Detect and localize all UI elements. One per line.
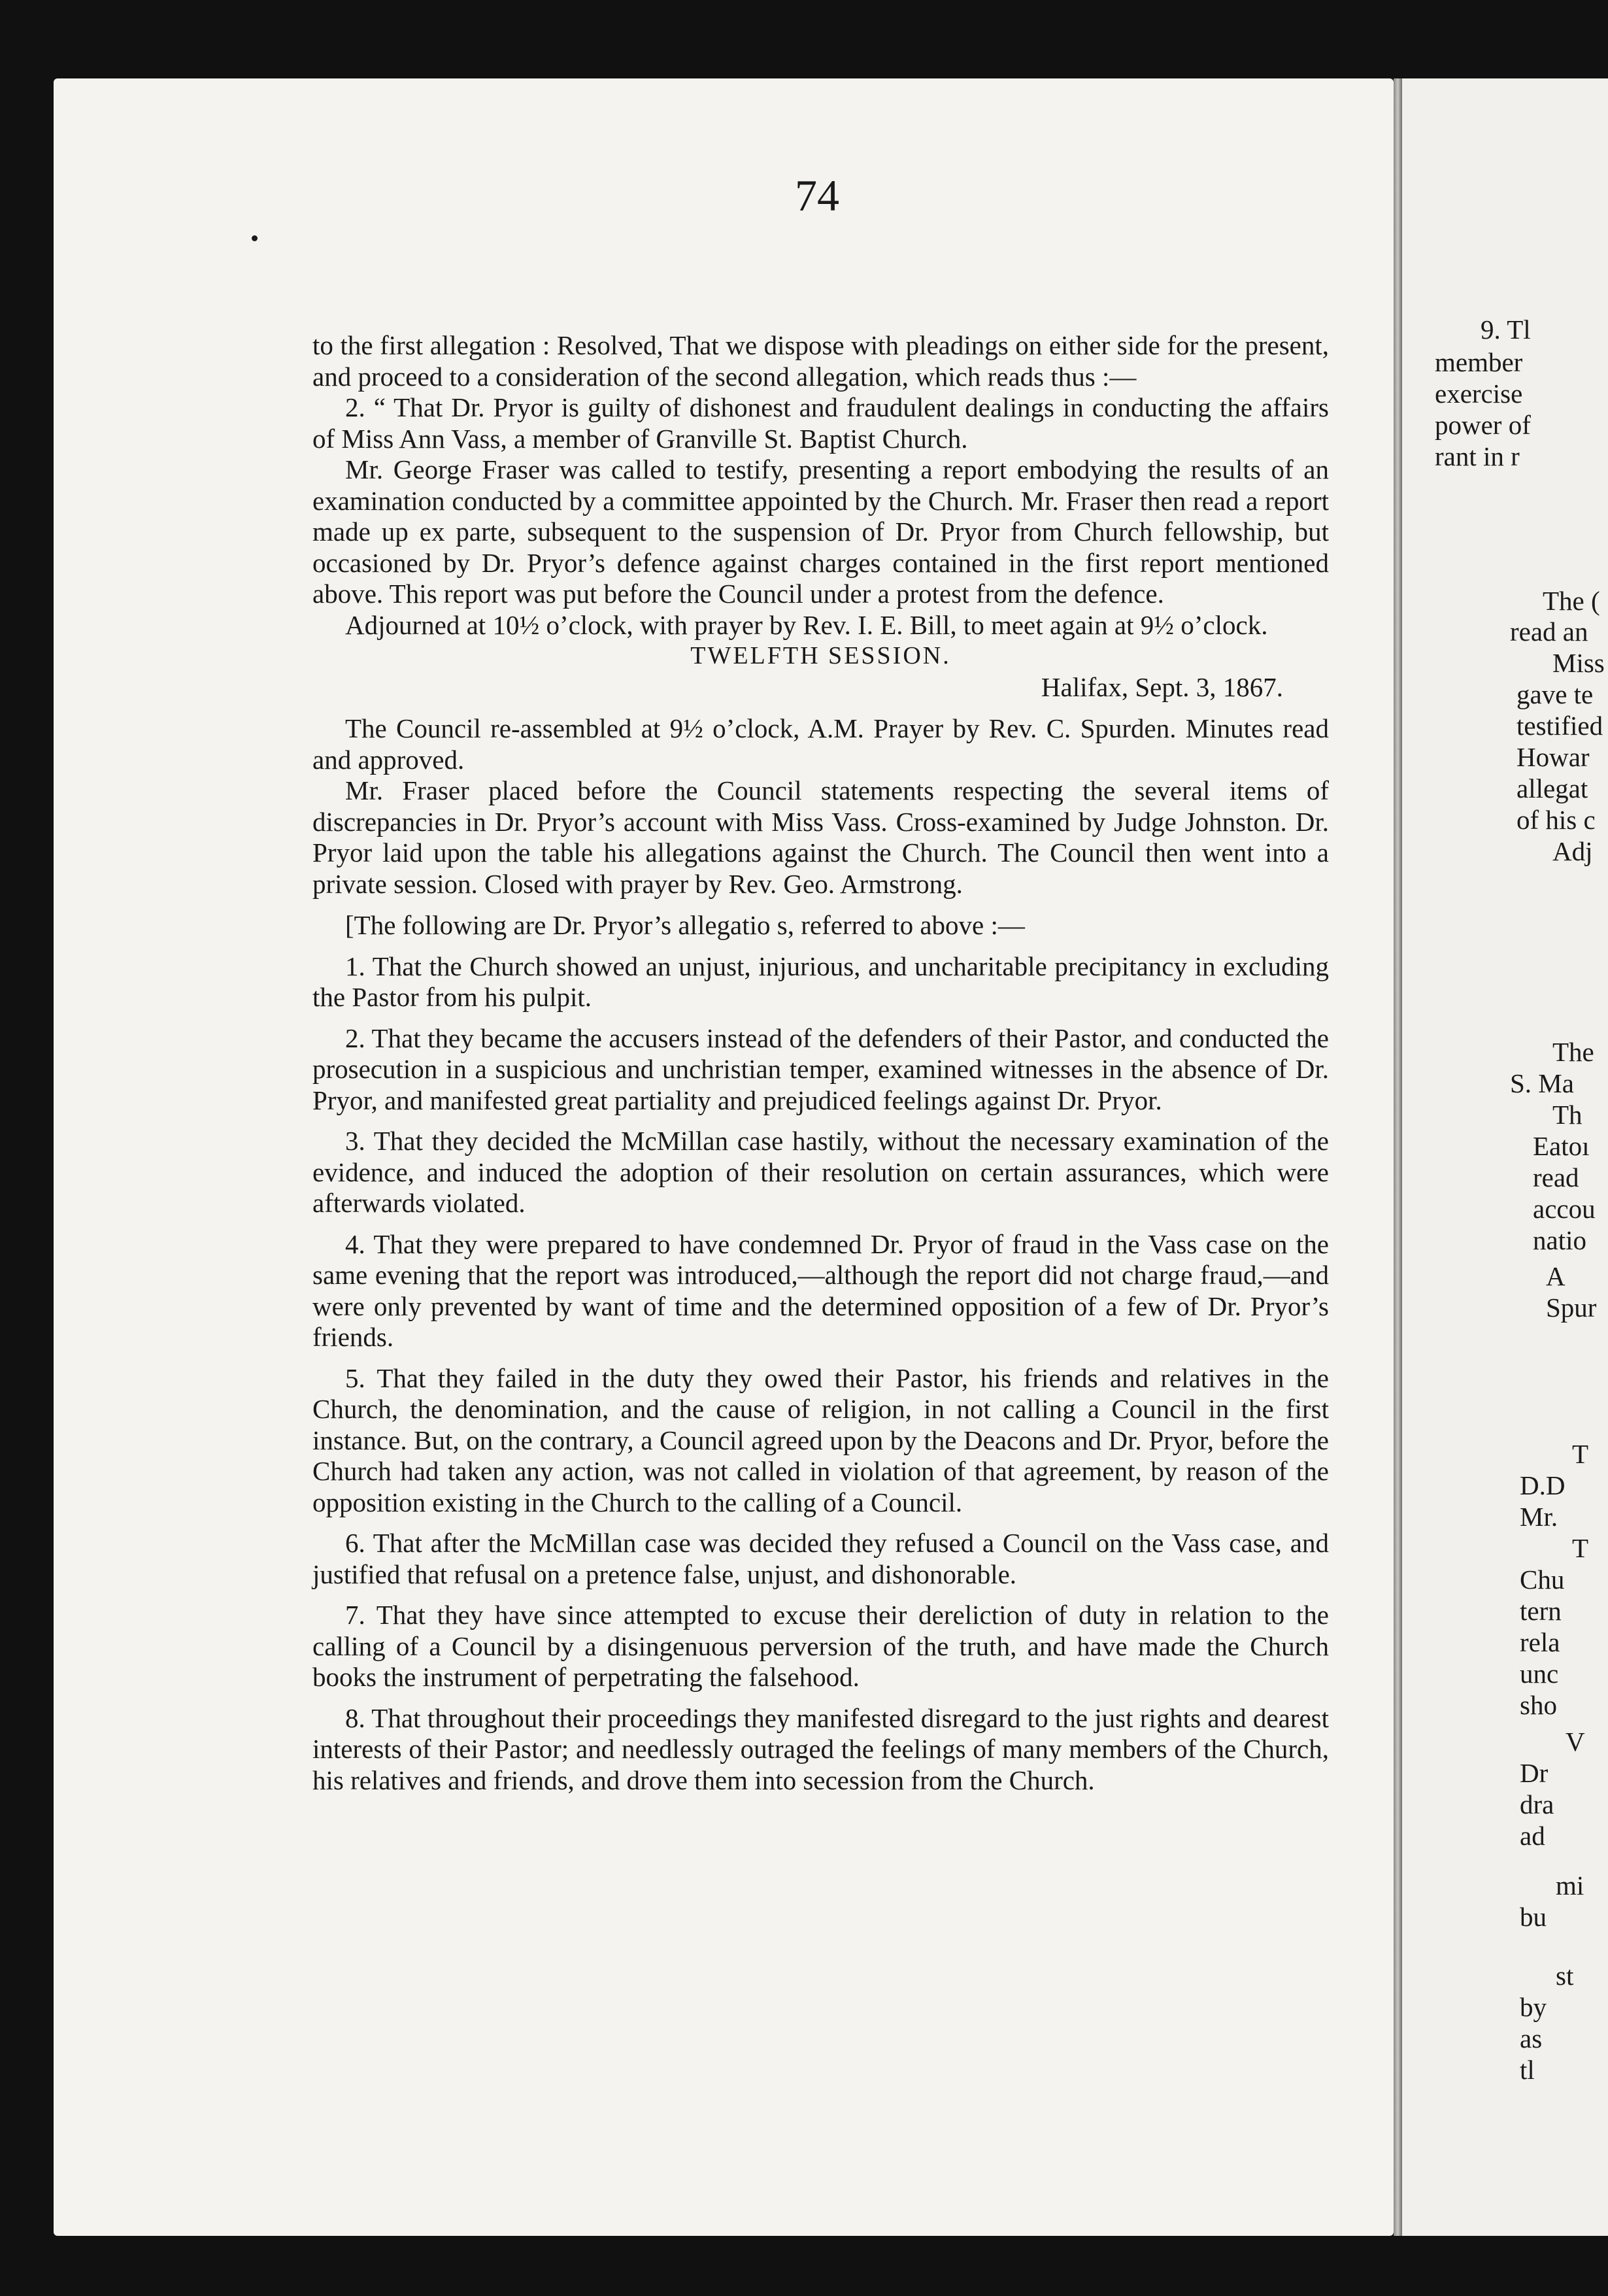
- right-fragment: unc: [1520, 1659, 1559, 1689]
- session-heading: TWELFTH SESSION.: [690, 642, 951, 669]
- right-fragment: D.D: [1520, 1470, 1566, 1500]
- right-fragment: st: [1556, 1961, 1574, 1991]
- right-fragment: testified: [1516, 711, 1603, 741]
- right-fragment: sho: [1520, 1690, 1557, 1720]
- right-fragment: bu: [1520, 1902, 1547, 1932]
- right-fragment: member: [1435, 347, 1523, 377]
- allegation-item: 6. That after the McMillan case was decided they refused a Council on the Vass case, and justified that refusal on a pretence false, unjust, and dishonorable.: [312, 1528, 1329, 1589]
- right-fragment: Eatoı: [1533, 1131, 1590, 1161]
- right-fragment: tern: [1520, 1596, 1562, 1626]
- right-fragment: Dr: [1520, 1758, 1549, 1788]
- right-fragment: T: [1572, 1439, 1589, 1469]
- allegations-intro: [The following are Dr. Pryor’s allegatio s, referred to above :—: [345, 910, 1025, 940]
- paragraph-adjourned: Adjourned at 10½ o’clock, with prayer by Rev. I. E. Bill, to meet again at 9½ o’clock.: [345, 609, 1268, 640]
- allegation-item: 4. That they were prepared to have condemned Dr. Pryor of fraud in the Vass case on the same evening that the report was introduced,—although the report did not charge fraud,—and were only prevented by want of time and the determined opposition of a few of Dr. Pryor’s friends.: [312, 1228, 1329, 1352]
- paragraph-fraser-testimony: Mr. George Fraser was called to testify, presenting a report embodying the results of an examination conducted by a committee appointed by the Church. Mr. Fraser then read a report made up ex parte, subsequent to the suspension of Dr. Pryor from Church fellowship, but occasioned by Dr. Pryor’s defence against charges contained in the first report mentioned above. This report was put before the Council under a protest from the defence.: [312, 454, 1329, 609]
- dateline: Halifax, Sept. 3, 1867.: [1041, 671, 1283, 702]
- right-fragment: by: [1520, 1992, 1547, 2022]
- right-fragment: The (: [1543, 586, 1600, 616]
- ink-speck: [252, 235, 258, 241]
- allegation-item: 1. That the Church showed an unjust, injurious, and uncharitable precipitancy in excluding the Pastor from his pulpit.: [312, 951, 1329, 1012]
- paragraph-allegation-quote: 2. “ That Dr. Pryor is guilty of dishonest and fraudulent dealings in conducting the affairs of Miss Ann Vass, a member of Granville St. Baptist Church.: [312, 392, 1329, 454]
- right-fragment: power of: [1435, 410, 1531, 440]
- right-fragment: Mr.: [1520, 1502, 1558, 1532]
- right-fragment: T: [1572, 1533, 1589, 1563]
- right-fragment: dra: [1520, 1789, 1554, 1819]
- paragraph-continuation: to the first allegation : Resolved, That we dispose with pleadings on either side for the present, and proceed to a consideration of the second allegation, which reads thus :—: [312, 330, 1329, 392]
- right-fragment: rant in r: [1435, 441, 1520, 471]
- right-fragment: Th: [1552, 1100, 1583, 1130]
- page-body: [312, 330, 1329, 1796]
- right-fragment: read an: [1510, 616, 1588, 647]
- right-fragment: mi: [1556, 1870, 1584, 1900]
- right-fragment: Miss: [1552, 648, 1605, 678]
- right-fragment: Howar: [1516, 742, 1590, 772]
- right-fragment: ad: [1520, 1821, 1545, 1851]
- right-fragment: 9. Tl: [1481, 314, 1531, 345]
- right-fragment: tl: [1520, 2055, 1535, 2085]
- right-fragment: S. Ma: [1510, 1068, 1574, 1098]
- page-number: 74: [795, 171, 839, 220]
- right-fragment: gave te: [1516, 679, 1594, 709]
- right-fragment: exercise: [1435, 379, 1523, 409]
- allegation-item: 5. That they failed in the duty they owed their Pastor, his friends and relatives in the Church, the denomination, and the cause of religion, in not calling a Council in the first instance. But, on the contrary, a Council agreed upon by the Deacons and Dr. Pryor, before the Church had taken any action, was not called in violation of that agreement, by reason of the opposition existing in the Church to the calling of a Council.: [312, 1362, 1329, 1517]
- allegation-item: 8. That throughout their proceedings they manifested disregard to the just rights and dearest interests of their Pastor; and needlessly outraged the feelings of many members of the Church, his relatives and friends, and drove them into secession from the Church.: [312, 1702, 1329, 1795]
- paragraph-discrepancies: Mr. Fraser placed before the Council statements respecting the several items of discrepancies in Dr. Pryor’s account with Miss Vass. Cross-examined by Judge Johnston. Dr. Pryor laid upon the table his allegations against the Church. The Council then went into a private session. Closed with prayer by Rev. Geo. Armstrong.: [312, 775, 1329, 899]
- book-gutter: [1394, 78, 1402, 2236]
- right-fragment: allegat: [1516, 773, 1588, 803]
- right-fragment: of his c: [1516, 805, 1596, 835]
- paragraph-reassembled: The Council re-assembled at 9½ o’clock, A.M. Prayer by Rev. C. Spurden. Minutes read and approved.: [312, 713, 1329, 775]
- right-fragment: accou: [1533, 1194, 1596, 1224]
- right-fragment: Chu: [1520, 1564, 1565, 1595]
- right-fragment: Adj: [1552, 836, 1593, 866]
- right-fragment: A: [1546, 1261, 1566, 1291]
- right-page: [1402, 78, 1608, 2236]
- right-fragment: V: [1566, 1727, 1585, 1757]
- right-fragment: as: [1520, 2023, 1543, 2053]
- right-fragment: Spur: [1546, 1292, 1597, 1323]
- allegation-item: 7. That they have since attempted to excuse their dereliction of duty in relation to the calling of a Council by a disingenuous perversion of the truth, and have made the Church books the instrument of perpetrating the falsehood.: [312, 1600, 1329, 1692]
- right-fragment: natio: [1533, 1225, 1586, 1255]
- right-fragment: The: [1552, 1037, 1594, 1067]
- allegation-item: 3. That they decided the McMillan case hastily, without the necessary examination of the evidence, and induced the adoption of their resolution on certain assurances, which were afterwards violated.: [312, 1126, 1329, 1218]
- right-fragment: rela: [1520, 1627, 1560, 1657]
- allegation-item: 2. That they became the accusers instead of the defenders of their Pastor, and conducted the prosecution in a suspicious and unchristian temper, examined witnesses in the absence of Dr. Pryor, and manifested great partiality and prejudiced feelings against Dr. Pryor.: [312, 1022, 1329, 1115]
- right-fragment: read: [1533, 1162, 1579, 1192]
